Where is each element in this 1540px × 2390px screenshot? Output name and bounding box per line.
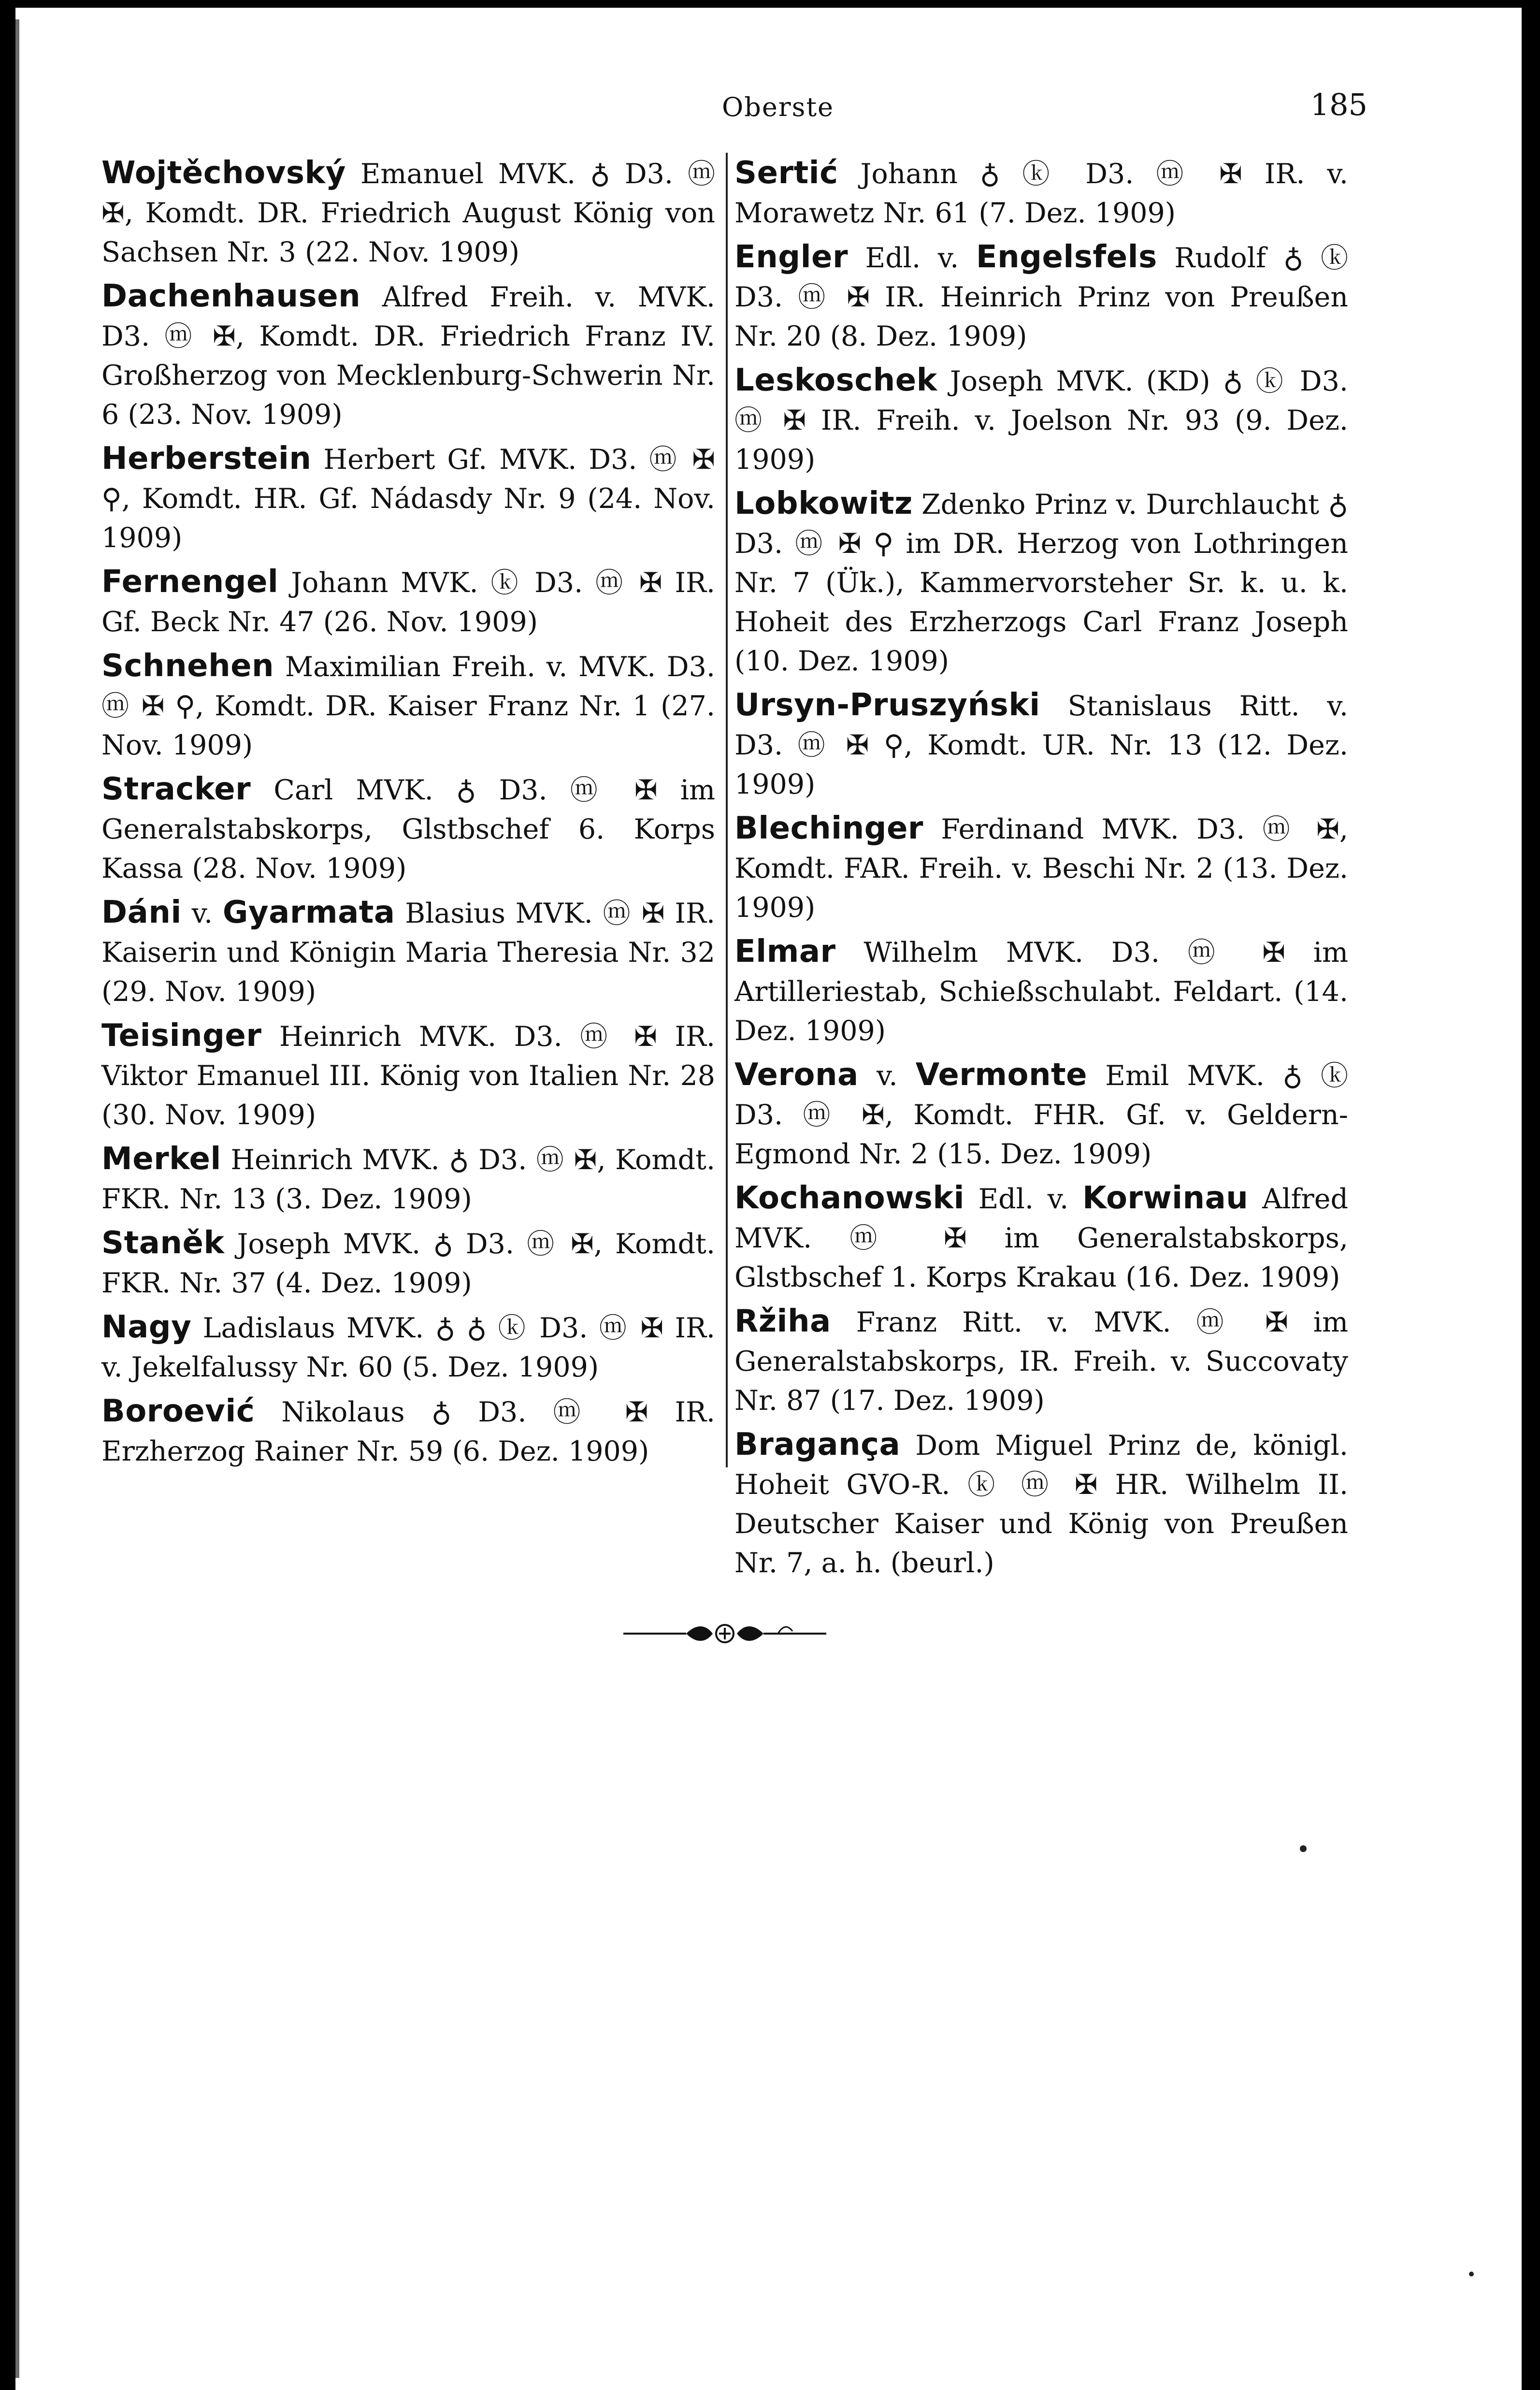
register-entry	[734, 1425, 1348, 1583]
register-entry	[734, 361, 1348, 479]
register-entry	[101, 154, 715, 272]
entry-surname: Fernengel	[101, 564, 279, 600]
entry-surname: Schnehen	[101, 648, 274, 684]
register-entry	[734, 238, 1348, 356]
entry-details: Carl MVK. ♁ D3. ⓜ ✠ im Generalstabskorps, Glstbschef 6. Korps Kassa (28. Nov. 1909)	[101, 774, 715, 884]
entry-surname: Kochanowski	[734, 1180, 964, 1216]
register-entry	[734, 932, 1348, 1051]
entry-details: Franz Ritt. v. MVK. ⓜ ✠ im Generalstabskorps, IR. Freih. v. Succovaty Nr. 87 (17. Dez. 1909)	[734, 1306, 1348, 1417]
entry-predicate-name: Vermonte	[915, 1057, 1087, 1093]
entry-details: Blasius MVK. ⓜ ✠ IR. Kaiserin und Königin Maria Theresia Nr. 32 (29. Nov. 1909)	[101, 898, 715, 1008]
scan-border-right	[1522, 0, 1540, 2390]
entry-details: Heinrich MVK. ♁ D3. ⓜ ✠, Komdt. FKR. Nr. 13 (3. Dez. 1909)	[101, 1144, 715, 1215]
entry-details: Dom Miguel Prinz de, königl. Hoheit GVO-R. ⓚ ⓜ ✠ HR. Wilhelm II. Deutscher Kaiser und König von Preußen Nr. 7, a. h. (beurl.)	[734, 1430, 1349, 1579]
entry-surname: Ursyn-Pruszyński	[734, 687, 1040, 723]
ink-speck	[1469, 2272, 1474, 2276]
entry-surname: Leskoschek	[734, 362, 937, 398]
page-number: 185	[1310, 87, 1367, 122]
entry-details: Joseph MVK. ♁ D3. ⓜ ✠, Komdt. FKR. Nr. 37 (4. Dez. 1909)	[101, 1228, 715, 1299]
entry-details: Alfred Freih. v. MVK. D3. ⓜ ✠, Komdt. DR. Friedrich Franz IV. Großherzog von Mecklenburg-Schwerin Nr. 6 (23. Nov. 1909)	[101, 281, 715, 431]
entry-connector: Edl. v.	[978, 1183, 1069, 1215]
entry-details: Ferdinand MVK. D3. ⓜ ✠, Komdt. FAR. Freih. v. Beschi Nr. 2 (13. Dez. 1909)	[734, 813, 1349, 924]
entry-details: Nikolaus ♁ D3. ⓜ ✠ IR. Erzherzog Rainer Nr. 59 (6. Dez. 1909)	[101, 1396, 715, 1467]
entry-details: Rudolf ♁ ⓚ D3. ⓜ ✠ IR. Heinrich Prinz von Preußen Nr. 20 (8. Dez. 1909)	[734, 242, 1348, 352]
register-entry	[734, 1302, 1348, 1420]
register-entry	[101, 563, 715, 642]
scan-border-left	[0, 0, 15, 2390]
entry-surname: Elmar	[734, 934, 836, 970]
register-entry	[101, 1308, 715, 1387]
ink-speck	[1300, 1845, 1307, 1852]
entry-details: Alfred MVK. ⓜ ✠ im Generalstabskorps, Glstbschef 1. Korps Krakau (16. Dez. 1909)	[734, 1183, 1349, 1293]
register-entry	[734, 484, 1348, 681]
entry-details: Zdenko Prinz v. Durchlaucht ♁ D3. ⓜ ✠ ⚲ im DR. Herzog von Lothringen Nr. 7 (Ük.), Kammervorsteher Sr. k. u. k. Hoheit des Erzherzogs Carl Franz Joseph (10. Dez. 1909)	[734, 489, 1348, 677]
scan-gutter	[15, 19, 19, 2378]
register-entry	[101, 893, 715, 1012]
register-entry	[101, 1140, 715, 1219]
entry-details: Johann ♁ ⓚ D3. ⓜ ✠ IR. v. Morawetz Nr. 61 (7. Dez. 1909)	[734, 158, 1348, 229]
entry-surname: Sertić	[734, 155, 838, 191]
scan-border-top	[0, 0, 1540, 8]
entry-details: Wilhelm MVK. D3. ⓜ ✠ im Artilleriestab, Schießschulabt. Feldart. (14. Dez. 1909)	[734, 937, 1348, 1047]
entry-connector: v.	[191, 898, 213, 929]
entry-predicate-name: Engelsfels	[976, 239, 1157, 275]
ornament-center-cross	[719, 1628, 731, 1639]
register-entry	[101, 277, 715, 435]
entry-surname: Nagy	[101, 1309, 192, 1345]
entry-details: Ladislaus MVK. ♁ ♁ ⓚ D3. ⓜ ✠ IR. v. Jekelfalussy Nr. 60 (5. Dez. 1909)	[101, 1312, 715, 1383]
entry-surname: Engler	[734, 239, 848, 275]
entry-surname: Herberstein	[101, 441, 312, 477]
register-entry	[734, 1056, 1348, 1174]
register-entry	[101, 647, 715, 765]
register-entry	[734, 686, 1348, 804]
register-entry	[101, 1224, 715, 1303]
entry-details: Emil MVK. ♁ ⓚ D3. ⓜ ✠, Komdt. FHR. Gf. v. Geldern-Egmond Nr. 2 (15. Dez. 1909)	[734, 1060, 1348, 1170]
register-entry	[101, 439, 715, 558]
ornament-leaf-left	[686, 1626, 713, 1641]
register-entry	[101, 1392, 715, 1471]
entry-details: Heinrich MVK. D3. ⓜ ✠ IR. Viktor Emanuel III. König von Italien Nr. 28 (30. Nov. 1909)	[101, 1021, 716, 1131]
ornament-divider	[623, 1614, 826, 1653]
entry-surname: Staněk	[101, 1225, 225, 1261]
entry-surname: Dachenhausen	[101, 278, 361, 314]
right-column	[734, 154, 1348, 1588]
register-entry	[101, 770, 715, 888]
entry-details: Emanuel MVK. ♁ D3. ⓜ ✠, Komdt. DR. Friedrich August König von Sachsen Nr. 3 (22. Nov. 1909)	[101, 158, 715, 268]
entry-details: Maximilian Freih. v. MVK. D3. ⓜ ✠ ⚲, Komdt. DR. Kaiser Franz Nr. 1 (27. Nov. 1909)	[101, 651, 715, 761]
running-header: Oberste	[722, 92, 834, 122]
entry-details: Stanislaus Ritt. v. D3. ⓜ ✠ ⚲, Komdt. UR. Nr. 13 (12. Dez. 1909)	[734, 690, 1348, 800]
entry-surname: Ržiha	[734, 1304, 831, 1339]
entry-predicate-name: Gyarmata	[222, 895, 395, 930]
entry-details: Joseph MVK. (KD) ♁ ⓚ D3. ⓜ ✠ IR. Freih. v. Joelson Nr. 93 (9. Dez. 1909)	[734, 365, 1348, 476]
entry-surname: Dáni	[101, 895, 182, 930]
entry-details: Johann MVK. ⓚ D3. ⓜ ✠ IR. Gf. Beck Nr. 47 (26. Nov. 1909)	[101, 567, 715, 638]
entry-surname: Stracker	[101, 771, 251, 807]
entry-details: Herbert Gf. MVK. D3. ⓜ ✠ ⚲, Komdt. HR. Gf. Nádasdy Nr. 9 (24. Nov. 1909)	[101, 444, 715, 554]
register-entry	[101, 1016, 715, 1135]
ornament-curl	[778, 1627, 792, 1634]
entry-surname: Merkel	[101, 1141, 221, 1177]
entry-connector: v.	[876, 1060, 898, 1092]
entry-surname: Bragança	[734, 1427, 901, 1463]
entry-surname: Boroević	[101, 1393, 255, 1429]
register-entry	[734, 154, 1348, 233]
register-entry	[734, 1179, 1348, 1297]
entry-surname: Blechinger	[734, 811, 923, 846]
entry-surname: Lobkowitz	[734, 486, 913, 521]
left-column	[101, 154, 715, 1476]
register-entry	[734, 809, 1348, 927]
entry-predicate-name: Korwinau	[1082, 1180, 1249, 1216]
column-divider	[726, 153, 728, 1467]
entry-connector: Edl. v.	[865, 242, 959, 274]
entry-surname: Wojtěchovský	[101, 155, 346, 191]
ornament-leaf-right	[737, 1626, 763, 1641]
entry-surname: Teisinger	[101, 1018, 262, 1054]
entry-surname: Verona	[734, 1057, 859, 1093]
